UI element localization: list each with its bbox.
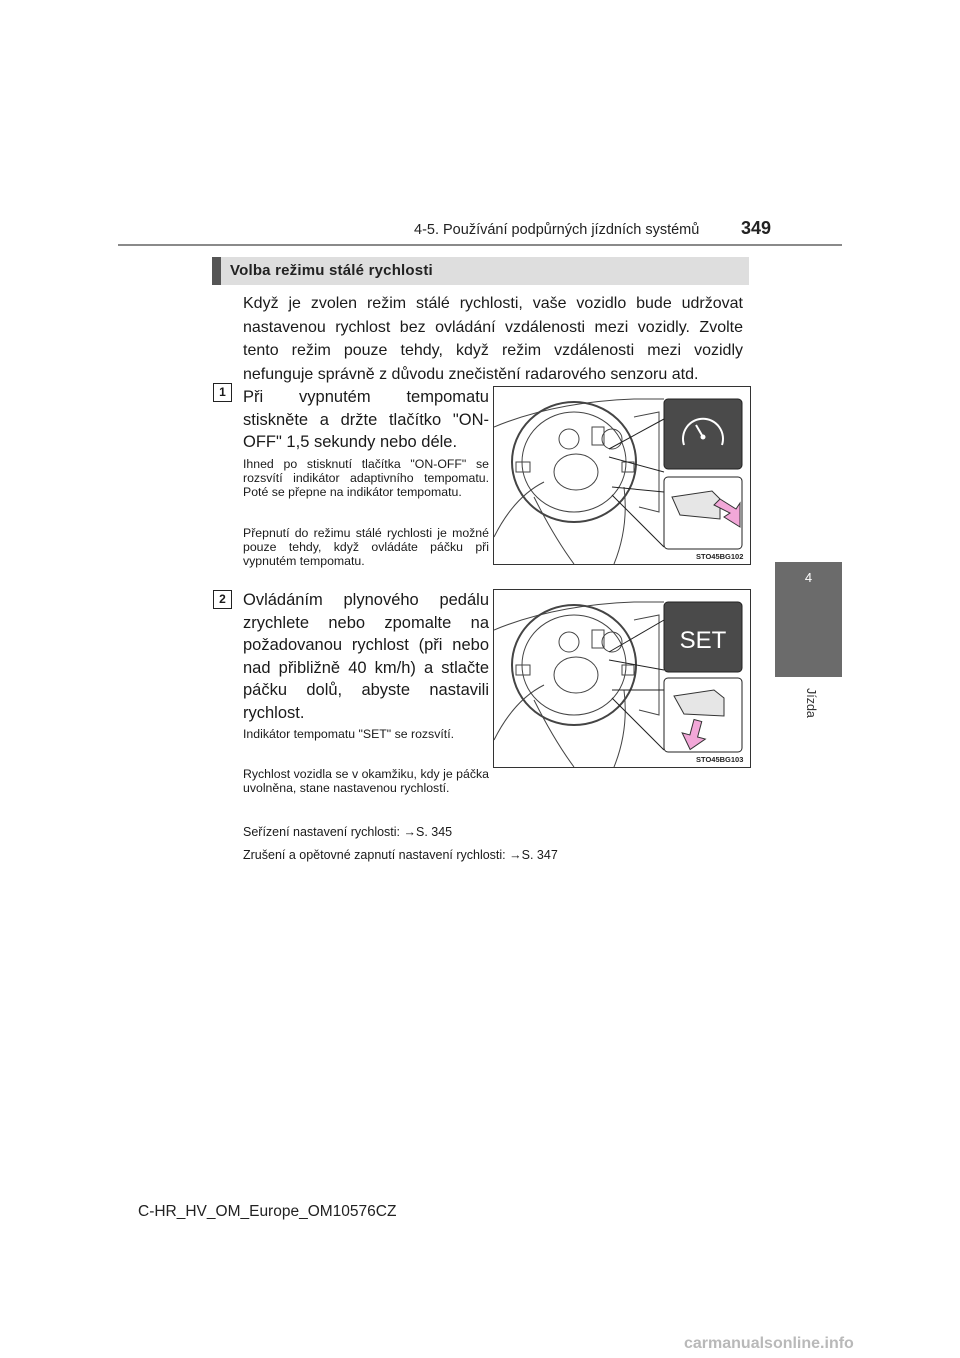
figure-2-code: STO45BG103 — [696, 755, 744, 764]
watermark: carmanualsonline.info — [684, 1335, 854, 1352]
figure-1-code: STO45BG102 — [696, 552, 744, 561]
step-1-note-2: Přepnutí do režimu stálé rychlosti je možné pouze tehdy, když ovládáte páčku při vypnutém tempomatu. — [243, 526, 489, 569]
header-section-title: 4-5. Používání podpůrných jízdních systémů — [414, 222, 700, 238]
step-2-note-1: Indikátor tempomatu "SET" se rozsvítí. — [243, 727, 455, 741]
step-number-1: 1 — [213, 383, 232, 402]
step-2-note-2: Rychlost vozidla se v okamžiku, kdy je páčka uvolněna, stane nastavenou rychlostí. — [243, 767, 489, 796]
step-2-instruction: Ovládáním plynového pedálu zrychlete nebo zpomalte na požadovanou rychlost (při nebo nad přibližně 40 km/h) a stlačte páčku dolů, abyste nastavili rychlost. — [243, 591, 489, 722]
figure-steering-set — [493, 589, 751, 768]
set-indicator-text: SET — [679, 627, 727, 654]
step-1-note-1: Ihned po stisknutí tlačítka "ON-OFF" se rozsvítí indikátor adaptivního tempomatu. Poté se přepne na indikátor tempomatu. — [243, 457, 489, 500]
intro-paragraph: Když je zvolen režim stálé rychlosti, vaše vozidlo bude udržovat nastavenou rychlost bez ovládání vzdálenosti mezi vozidly. Zvolte tento režim pouze tehdy, když režim vzdálenosti mezi vozidly nefunguje správně z důvodu znečistění radarového senzoru atd. — [243, 295, 743, 383]
figure-steering-on-off — [493, 386, 751, 565]
steering-wheel-illustration-2 — [494, 590, 750, 767]
header-divider — [118, 244, 842, 246]
step-1-instruction: Při vypnutém tempomatu stiskněte a držte tlačítko "ON-OFF" 1,5 sekundy nebo déle. — [243, 388, 489, 451]
chapter-number: 4 — [804, 570, 813, 585]
section-title: Volba režimu stálé rychlosti — [230, 262, 433, 279]
steering-wheel-illustration — [494, 387, 750, 564]
document-code-footer: C-HR_HV_OM_Europe_OM10576CZ — [138, 1203, 397, 1220]
reference-speed-adjust: Seřízení nastavení rychlosti: →S. 345 — [243, 825, 453, 839]
page-number: 349 — [741, 218, 772, 238]
chapter-label: Jízda — [804, 688, 818, 718]
reference-cancel-resume: Zrušení a opětovné zapnutí nastavení rychlosti: →S. 347 — [243, 848, 558, 862]
chapter-tab — [775, 562, 842, 677]
section-heading-bar — [212, 257, 749, 285]
step-number-2: 2 — [213, 590, 232, 609]
